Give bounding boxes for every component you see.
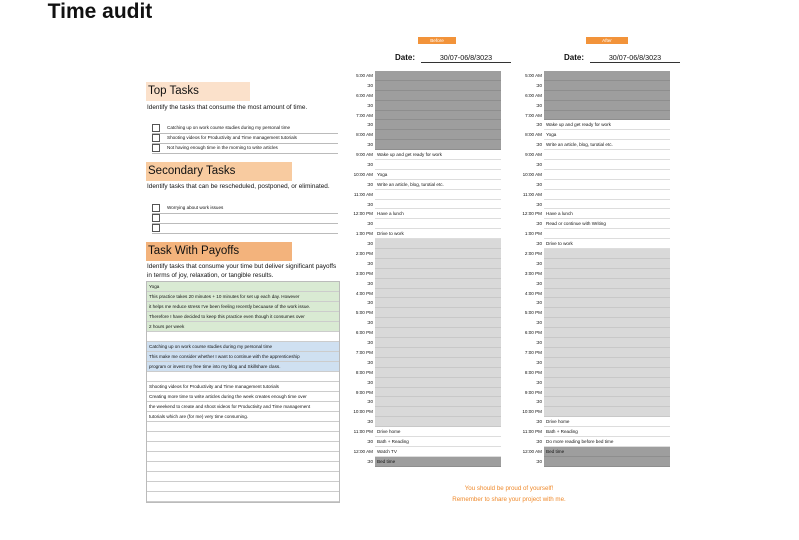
activity-cell[interactable] bbox=[544, 279, 670, 289]
time-label: :30 bbox=[366, 122, 373, 128]
activity-cell[interactable] bbox=[375, 81, 501, 91]
time-label: 8:00 PM bbox=[524, 369, 542, 375]
activity-cell[interactable] bbox=[375, 338, 501, 348]
time-label: 1:00 PM bbox=[355, 231, 373, 237]
activity-cell[interactable] bbox=[375, 111, 501, 121]
activity-cell[interactable] bbox=[544, 308, 670, 318]
time-label: 1:00 PM bbox=[524, 231, 542, 237]
activity-cell[interactable] bbox=[544, 229, 670, 239]
activity-cell[interactable] bbox=[375, 91, 501, 101]
before-date-label: Date: bbox=[395, 53, 416, 62]
time-label: :30 bbox=[366, 419, 373, 425]
activity-cell[interactable]: Wake up and get ready for work bbox=[375, 150, 501, 160]
time-label: 4:00 PM bbox=[355, 290, 373, 296]
checkbox[interactable] bbox=[152, 204, 160, 212]
activity-cell[interactable] bbox=[544, 91, 670, 101]
activity-cell[interactable] bbox=[375, 407, 501, 417]
time-label: 7:00 PM bbox=[524, 349, 542, 355]
time-label: 11:00 AM bbox=[353, 191, 373, 197]
time-label: :30 bbox=[535, 438, 542, 444]
time-label: 9:00 AM bbox=[525, 152, 542, 158]
secondary-task-row bbox=[152, 223, 338, 234]
time-label: 10:00 AM bbox=[522, 171, 542, 177]
time-label: 3:00 PM bbox=[524, 270, 542, 276]
activity-cell[interactable] bbox=[544, 318, 670, 328]
payoff-row: This make me consider whether I want to continue with the apprenticeship bbox=[147, 352, 339, 362]
time-label: 9:00 AM bbox=[356, 152, 373, 158]
time-label: :30 bbox=[366, 340, 373, 346]
time-label: :30 bbox=[366, 320, 373, 326]
payoffs-table bbox=[146, 281, 340, 503]
top-task-text: Not having enough time in the morning to write articles bbox=[167, 145, 278, 150]
activity-cell[interactable] bbox=[544, 150, 670, 160]
time-label: :30 bbox=[366, 181, 373, 187]
activity-cell[interactable] bbox=[544, 407, 670, 417]
time-label: 8:00 AM bbox=[525, 132, 542, 138]
time-label: 8:00 AM bbox=[356, 132, 373, 138]
activity-cell[interactable]: Read or continue with Writing bbox=[544, 219, 670, 229]
page-title: Time audit bbox=[47, 0, 153, 23]
time-label: 10:00 PM bbox=[522, 409, 542, 415]
activity-cell[interactable]: Write an article, blog, turotial etc. bbox=[375, 180, 501, 190]
time-label: 7:00 AM bbox=[356, 112, 373, 118]
time-label: 5:00 PM bbox=[524, 310, 542, 316]
time-label: :30 bbox=[366, 359, 373, 365]
checkbox[interactable] bbox=[152, 214, 160, 222]
time-label: :30 bbox=[535, 320, 542, 326]
time-label: :30 bbox=[535, 300, 542, 306]
activity-cell[interactable] bbox=[544, 160, 670, 170]
time-label: :30 bbox=[535, 102, 542, 108]
time-label: 12:00 PM bbox=[522, 211, 542, 217]
payoff-row: Yoga bbox=[147, 282, 339, 292]
activity-cell[interactable] bbox=[375, 348, 501, 358]
payoff-row bbox=[147, 442, 339, 452]
time-label: :30 bbox=[535, 340, 542, 346]
activity-cell[interactable] bbox=[375, 298, 501, 308]
secondary-tasks-description: Identify tasks that can be rescheduled, postponed, or eliminated. bbox=[147, 183, 330, 190]
activity-cell[interactable] bbox=[544, 388, 670, 398]
time-label: 10:00 PM bbox=[353, 409, 373, 415]
time-label: :30 bbox=[535, 142, 542, 148]
secondary-task-text: Worrying about work issues bbox=[167, 205, 224, 210]
activity-cell[interactable] bbox=[544, 111, 670, 121]
after-date-label: Date: bbox=[564, 53, 585, 62]
time-label: 6:00 PM bbox=[524, 330, 542, 336]
activity-cell[interactable]: Yoga bbox=[544, 130, 670, 140]
time-label: 12:00 AM bbox=[353, 448, 373, 454]
activity-cell[interactable] bbox=[375, 130, 501, 140]
activity-cell[interactable] bbox=[375, 249, 501, 259]
time-label: :30 bbox=[366, 280, 373, 286]
time-label: :30 bbox=[366, 379, 373, 385]
activity-cell[interactable] bbox=[375, 279, 501, 289]
time-label: :30 bbox=[535, 379, 542, 385]
time-label: :30 bbox=[366, 260, 373, 266]
time-label: :30 bbox=[535, 82, 542, 88]
activity-cell[interactable] bbox=[544, 378, 670, 388]
time-label: 5:00 PM bbox=[355, 310, 373, 316]
payoff-row: 2 hours per week bbox=[147, 322, 339, 332]
activity-cell[interactable] bbox=[544, 328, 670, 338]
time-label: :30 bbox=[535, 181, 542, 187]
checkbox[interactable] bbox=[152, 124, 160, 132]
time-label: :30 bbox=[366, 201, 373, 207]
time-label: :30 bbox=[366, 102, 373, 108]
checkbox[interactable] bbox=[152, 144, 160, 152]
time-label: :30 bbox=[535, 221, 542, 227]
payoff-row bbox=[147, 492, 339, 502]
activity-cell[interactable]: Bath + Reading bbox=[544, 427, 670, 437]
activity-cell[interactable] bbox=[544, 289, 670, 299]
top-task-text: Shooting videos for Productivity and Time management tutorials bbox=[167, 135, 297, 140]
activity-cell[interactable] bbox=[544, 358, 670, 368]
time-label: :30 bbox=[535, 399, 542, 405]
activity-cell[interactable]: Write an article, blog, turotial etc. bbox=[544, 140, 670, 150]
time-label: :30 bbox=[366, 300, 373, 306]
payoff-row bbox=[147, 482, 339, 492]
time-label: 7:00 AM bbox=[525, 112, 542, 118]
time-label: :30 bbox=[366, 142, 373, 148]
time-label: 11:00 AM bbox=[522, 191, 542, 197]
time-label: :30 bbox=[535, 359, 542, 365]
activity-cell[interactable]: Have a lunch bbox=[375, 209, 501, 219]
time-label: 10:00 AM bbox=[353, 171, 373, 177]
time-label: :30 bbox=[535, 458, 542, 464]
activity-cell[interactable] bbox=[544, 101, 670, 111]
activity-cell[interactable] bbox=[375, 368, 501, 378]
time-label: 12:00 AM bbox=[522, 448, 542, 454]
before-label: Before bbox=[418, 37, 456, 44]
payoff-row bbox=[147, 432, 339, 442]
activity-cell[interactable] bbox=[375, 378, 501, 388]
activity-cell[interactable]: Drive to work bbox=[375, 229, 501, 239]
activity-cell[interactable] bbox=[375, 190, 501, 200]
activity-cell[interactable]: Do more reading before bed time bbox=[544, 437, 670, 447]
top-tasks-description: Identify the tasks that consume the most amount of time. bbox=[147, 104, 308, 111]
payoff-row bbox=[147, 452, 339, 462]
activity-cell[interactable] bbox=[544, 170, 670, 180]
activity-cell[interactable] bbox=[375, 259, 501, 269]
activity-cell[interactable]: Drive home bbox=[544, 417, 670, 427]
time-label: 2:00 PM bbox=[524, 251, 542, 257]
time-label: :30 bbox=[366, 162, 373, 168]
before-date-value: 30/07-06/8/3023 bbox=[421, 53, 511, 63]
activity-cell[interactable] bbox=[375, 120, 501, 130]
time-label: 2:00 PM bbox=[355, 251, 373, 257]
activity-cell[interactable] bbox=[544, 368, 670, 378]
activity-cell[interactable] bbox=[544, 249, 670, 259]
after-label: After bbox=[586, 37, 628, 44]
payoff-row: Shooting videos for Productivity and Time management tutorials bbox=[147, 382, 339, 392]
activity-cell[interactable] bbox=[544, 338, 670, 348]
time-label: :30 bbox=[366, 458, 373, 464]
payoff-row bbox=[147, 372, 339, 382]
activity-cell[interactable] bbox=[375, 289, 501, 299]
activity-cell[interactable]: Have a lunch bbox=[544, 209, 670, 219]
activity-cell[interactable] bbox=[375, 219, 501, 229]
activity-cell[interactable] bbox=[544, 71, 670, 81]
footer-line-1: You should be proud of yourself! bbox=[464, 485, 554, 492]
time-label: 12:00 PM bbox=[353, 211, 373, 217]
payoff-row: it helps me reduce stress I've been feeling recently becuause of the work issue. bbox=[147, 302, 339, 312]
time-label: :30 bbox=[366, 399, 373, 405]
activity-cell[interactable]: Wake up and get ready for work bbox=[544, 120, 670, 130]
activity-cell[interactable] bbox=[544, 81, 670, 91]
activity-cell[interactable] bbox=[375, 101, 501, 111]
activity-cell[interactable] bbox=[544, 180, 670, 190]
payoff-row: tutorials which are (for me) very time consuming. bbox=[147, 412, 339, 422]
time-label: :30 bbox=[535, 201, 542, 207]
time-label: 9:00 PM bbox=[355, 389, 373, 395]
time-label: :30 bbox=[366, 221, 373, 227]
payoff-row bbox=[147, 472, 339, 482]
activity-cell[interactable] bbox=[375, 397, 501, 407]
activity-cell[interactable] bbox=[544, 457, 670, 467]
time-label: :30 bbox=[535, 280, 542, 286]
activity-cell[interactable] bbox=[544, 259, 670, 269]
checkbox[interactable] bbox=[152, 224, 160, 232]
activity-cell[interactable] bbox=[375, 269, 501, 279]
activity-cell[interactable] bbox=[375, 388, 501, 398]
activity-cell[interactable] bbox=[375, 328, 501, 338]
time-label: 11:00 PM bbox=[353, 429, 373, 435]
time-label: :30 bbox=[535, 241, 542, 247]
time-label: :30 bbox=[535, 260, 542, 266]
footer-line-2: Remember to share your project with me. bbox=[452, 496, 566, 503]
activity-cell[interactable] bbox=[375, 71, 501, 81]
top-task-text: Catching up on work course studies during my personal time bbox=[167, 125, 291, 130]
time-label: 5:00 AM bbox=[525, 73, 542, 78]
activity-cell[interactable] bbox=[544, 397, 670, 407]
time-label: 6:00 AM bbox=[525, 92, 542, 98]
payoff-row: Creating more time to write articles during the week creates enough time over bbox=[147, 392, 339, 402]
time-label: 8:00 PM bbox=[355, 369, 373, 375]
payoff-row: program or invest my free time into my blog and Skillshare class. bbox=[147, 362, 339, 372]
activity-cell[interactable] bbox=[375, 160, 501, 170]
activity-cell[interactable] bbox=[544, 269, 670, 279]
activity-cell[interactable] bbox=[544, 298, 670, 308]
activity-cell[interactable]: Yoga bbox=[375, 170, 501, 180]
payoff-row bbox=[147, 422, 339, 432]
payoff-row bbox=[147, 462, 339, 472]
payoff-row: Catching up on work course studies during my personal time bbox=[147, 342, 339, 352]
activity-cell[interactable] bbox=[375, 318, 501, 328]
payoffs-heading: Task With Payoffs bbox=[146, 242, 292, 261]
payoff-row: the weekend to create and shoot videos for Productivity and Time management bbox=[147, 402, 339, 412]
secondary-tasks-heading: Secondary Tasks bbox=[146, 162, 292, 181]
time-label: :30 bbox=[366, 438, 373, 444]
activity-cell[interactable]: Watch TV bbox=[375, 447, 501, 457]
top-tasks-heading: Top Tasks bbox=[146, 82, 250, 101]
activity-cell[interactable] bbox=[375, 140, 501, 150]
time-label: 4:00 PM bbox=[524, 290, 542, 296]
time-label: :30 bbox=[366, 82, 373, 88]
payoffs-description: Identify tasks that consume your time but deliver significant payoffs in terms of joy, relaxation, or tangible results. bbox=[147, 263, 337, 279]
payoff-row: Therefore I have decided to keep this practice even though it consumes over bbox=[147, 312, 339, 322]
activity-cell[interactable]: Drive home bbox=[375, 427, 501, 437]
activity-cell[interactable] bbox=[544, 348, 670, 358]
top-task-row bbox=[152, 143, 338, 154]
activity-cell[interactable] bbox=[375, 417, 501, 427]
activity-cell[interactable] bbox=[375, 308, 501, 318]
activity-cell[interactable] bbox=[375, 239, 501, 249]
footer-message bbox=[400, 483, 618, 505]
activity-cell[interactable]: Bed time bbox=[544, 447, 670, 457]
payoff-row bbox=[147, 332, 339, 342]
time-label: 6:00 PM bbox=[355, 330, 373, 336]
activity-cell[interactable]: Bath + Reading bbox=[375, 437, 501, 447]
after-date-value: 30/07-06/8/3023 bbox=[590, 53, 680, 63]
activity-cell[interactable]: Drive to work bbox=[544, 239, 670, 249]
activity-cell[interactable] bbox=[544, 190, 670, 200]
time-label: 6:00 AM bbox=[356, 92, 373, 98]
time-label: :30 bbox=[535, 419, 542, 425]
payoff-row: This practice takes 20 minutes + 10 minutes for set up each day. However bbox=[147, 292, 339, 302]
activity-cell[interactable] bbox=[375, 358, 501, 368]
time-label: 5:00 AM bbox=[356, 73, 373, 78]
time-label: 9:00 PM bbox=[524, 389, 542, 395]
time-label: :30 bbox=[535, 122, 542, 128]
time-label: 11:00 PM bbox=[522, 429, 542, 435]
time-label: :30 bbox=[366, 241, 373, 247]
time-label: 7:00 PM bbox=[355, 349, 373, 355]
time-label: :30 bbox=[535, 162, 542, 168]
time-label: 3:00 PM bbox=[355, 270, 373, 276]
activity-cell[interactable] bbox=[544, 200, 670, 210]
checkbox[interactable] bbox=[152, 134, 160, 142]
activity-cell[interactable] bbox=[375, 200, 501, 210]
activity-cell[interactable]: Bed time bbox=[375, 457, 501, 467]
